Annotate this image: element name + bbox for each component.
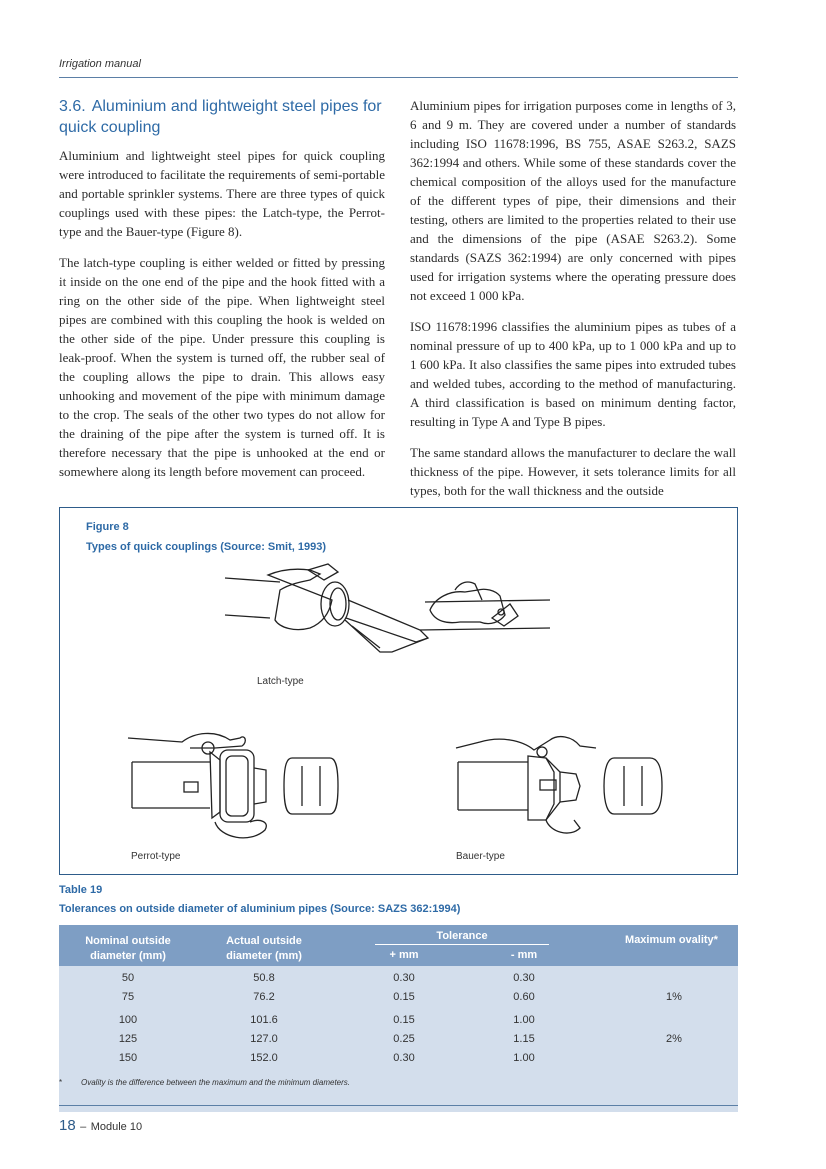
header-text: diameter (mm) [90,950,166,962]
table-caption: Tolerances on outside diameter of aluminium pipes (Source: SAZS 362:1994) [59,903,461,915]
page-number: 18 [59,1117,76,1134]
cell-nominal: 100 [118,1014,138,1026]
cell-minus: 0.60 [513,991,535,1003]
cell-actual: 50.8 [253,972,275,984]
header-text: Nominal outside [85,935,171,947]
latch-type-illustration [220,560,550,670]
page-footer [59,1117,142,1135]
cell-nominal: 150 [118,1052,138,1064]
header-rule [59,77,738,78]
table-footnote [59,1078,350,1087]
cell-nominal: 50 [121,972,135,984]
cell-minus: 0.30 [513,972,535,984]
cell-actual: 152.0 [250,1052,278,1064]
latch-type-label: Latch-type [257,676,304,687]
column-header-ovality: Maximum ovality* [625,934,718,946]
header-text: diameter (mm) [226,950,302,962]
cell-plus: 0.15 [393,991,415,1003]
perrot-type-label: Perrot-type [131,851,181,862]
cell-minus: 1.00 [513,1014,535,1026]
footnote-text: Ovality is the difference between the maximum and the minimum diameters. [81,1078,351,1087]
section-number: 3.6. [59,98,86,115]
header-text: Actual outside [226,935,302,947]
cell-ovality: 2% [666,1033,682,1045]
paragraph: ISO 11678:1996 classifies the aluminium pipes as tubes of a nominal pressure of up to 400 kPa, up to 1 000 kPa and up to 1 600 kPa. It also classifies the same pipes into extruded tubes and welded tubes, according to the method of manufacturing. A third classification is based on minimum denting factor, resulting in Type A and Type B pipes. [410,319,736,429]
column-header-plus: + mm [389,949,419,961]
paragraph: Aluminium and lightweight steel pipes for quick coupling were introduced to facilitate the requirements of semi-portable and portable sprinkler systems. There are three types of quick couplings used with these pipes: the Latch-type, the Perrot-type and the Bauer-type (Figure 8). [59,148,385,239]
tolerance-divider [375,944,549,945]
cell-ovality: 1% [666,991,682,1003]
footer-rule [59,1105,738,1106]
section-title-text: Aluminium and lightweight steel pipes for quick coupling [59,98,382,136]
column-header-minus: - mm [510,949,538,961]
table-header [59,925,738,966]
paragraph: The same standard allows the manufacturer to declare the wall thickness of the pipe. However, it sets tolerance limits for all types, both for the wall thickness and the outside [410,445,736,498]
cell-plus: 0.15 [393,1014,415,1026]
cell-minus: 1.00 [513,1052,535,1064]
cell-plus: 0.30 [393,1052,415,1064]
table-number: Table 19 [59,884,103,896]
module-label: Module 10 [90,1121,143,1133]
table-body [59,966,738,1112]
right-column [410,96,736,500]
column-header-nominal [73,934,183,964]
section-title [59,96,385,138]
perrot-type-illustration [120,728,380,848]
figure-caption: Types of quick couplings (Source: Smit, 1993) [86,541,327,553]
footer-separator: – [80,1121,87,1133]
cell-actual: 101.6 [250,1014,278,1026]
cell-actual: 127.0 [250,1033,278,1045]
cell-nominal: 75 [121,991,135,1003]
column-header-actual [209,934,319,964]
cell-nominal: 125 [118,1033,138,1045]
cell-plus: 0.25 [393,1033,415,1045]
paragraph: Aluminium pipes for irrigation purposes come in lengths of 3, 6 and 9 m. They are covered under a number of standards including ISO 11678:1996, BS 755, ASAE S263.2, SAZS 362:1994 and others. While some of these standards cover the chemical composition of the alloys used for the manufacture of the different types of pipe, their dimensions and their testing, others are limited to the properties related to their use and the dimensions of the pipe (ASAE S263.2). Some standards (SAZS 362:1994) are only concerned with pipes used for irrigation systems where the operating pressure does not exceed 1 000 kPa. [410,98,736,303]
cell-actual: 76.2 [253,991,275,1003]
cell-minus: 1.15 [513,1033,535,1045]
paragraph: The latch-type coupling is either welded or fitted by pressing it inside on the one end of the pipe and the hook fitted with a ring on the other side of the pipe. When lightweight steel pipes are combined with this coupling the hook is welded on the other side of the pipe. Under pressure this coupling is leak-proof. When the system is turned off, the rubber seal of the coupling allows the pipe to drain. This allows easy unhooking and movement of the pipe with minimum damage to the crop. The seals of the other two types do not allow for the draining of the pipe after the system is turned off. It is therefore necessary that the pipe is unhooked at the end or somewhere along its length before movement can proceed. [59,255,385,479]
bauer-type-label: Bauer-type [456,851,505,862]
bauer-type-illustration [450,728,690,848]
running-header: Irrigation manual [59,58,141,70]
footnote-marker: * [59,1078,63,1087]
column-header-tolerance: Tolerance [436,930,488,942]
figure-number: Figure 8 [86,521,129,533]
left-column [59,96,385,493]
cell-plus: 0.30 [393,972,415,984]
